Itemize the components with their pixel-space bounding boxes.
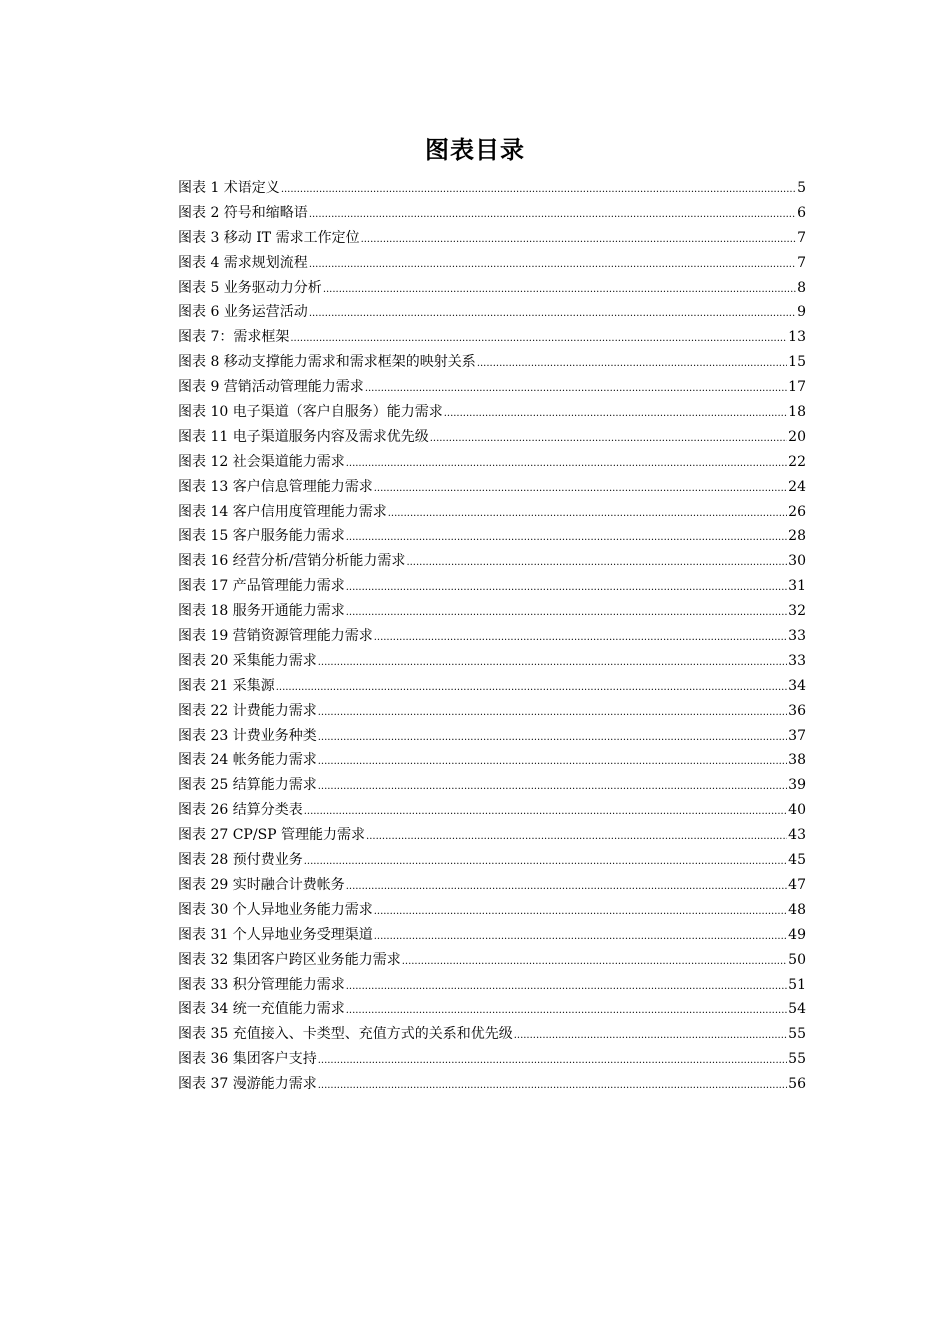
toc-page-number: 6 — [797, 204, 806, 221]
toc-page-number: 5 — [797, 180, 806, 196]
toc-entry[interactable] — [178, 873, 806, 898]
toc-entry[interactable] — [178, 500, 806, 525]
toc-entry[interactable] — [178, 1022, 806, 1047]
toc-dot-leader — [514, 1024, 787, 1049]
toc-entry[interactable] — [178, 649, 806, 674]
toc-page-number: 33 — [788, 652, 806, 669]
toc-page-number: 9 — [797, 304, 806, 321]
toc-dot-leader — [361, 228, 797, 253]
toc-dot-leader — [346, 601, 787, 626]
toc-entry[interactable] — [178, 375, 806, 400]
toc-dot-leader — [430, 427, 787, 452]
toc-entry[interactable] — [178, 300, 806, 325]
toc-entry[interactable] — [178, 724, 806, 749]
toc-entry-label: 图表 9 营销活动管理能力需求 — [178, 379, 364, 396]
toc-entry[interactable] — [178, 475, 806, 500]
toc-entry[interactable] — [178, 773, 806, 798]
toc-page-number: 56 — [788, 1076, 806, 1093]
toc-dot-leader — [318, 701, 787, 726]
toc-page-number: 30 — [788, 553, 806, 570]
page-title: 图表目录 — [425, 136, 525, 164]
toc-entry[interactable] — [178, 973, 806, 998]
toc-entry-label: 图表 37 漫游能力需求 — [178, 1076, 317, 1093]
toc-page-number: 45 — [788, 852, 806, 869]
toc-page-number: 13 — [788, 329, 806, 346]
toc-entry-label: 图表 24 帐务能力需求 — [178, 752, 317, 769]
toc-page-number: 28 — [788, 528, 806, 545]
toc-entry[interactable] — [178, 923, 806, 948]
toc-entry[interactable] — [178, 624, 806, 649]
toc-dot-leader — [304, 850, 787, 875]
toc-entry[interactable] — [178, 798, 806, 823]
toc-page-number: 55 — [788, 1051, 806, 1068]
toc-entry[interactable] — [178, 276, 806, 301]
toc-entry[interactable] — [178, 748, 806, 773]
toc-entry[interactable] — [178, 325, 806, 350]
toc-dot-leader — [318, 1074, 787, 1099]
toc-entry[interactable] — [178, 1047, 806, 1072]
toc-page-number: 50 — [788, 951, 806, 968]
toc-entry[interactable] — [178, 425, 806, 450]
toc-entry[interactable] — [178, 599, 806, 624]
toc-entry-label: 图表 12 社会渠道能力需求 — [178, 453, 345, 470]
toc-entry-label: 图表 27 CP/SP 管理能力需求 — [178, 827, 366, 844]
toc-page-number: 51 — [788, 976, 806, 993]
toc-page-number: 24 — [788, 478, 806, 495]
toc-dot-leader — [318, 726, 787, 751]
toc-entry[interactable] — [178, 848, 806, 873]
toc-page-number: 39 — [788, 777, 806, 794]
toc-page-number: 17 — [788, 379, 806, 396]
toc-dot-leader — [366, 825, 787, 850]
toc-entry-label: 图表 28 预付费业务 — [178, 852, 303, 869]
toc-dot-leader — [406, 551, 787, 576]
toc-dot-leader — [309, 253, 796, 278]
toc-dot-leader — [444, 402, 787, 427]
toc-entry-label: 图表 35 充值接入、卡类型、充值方式的关系和优先级 — [178, 1026, 513, 1043]
toc-page-number: 37 — [788, 727, 806, 744]
toc-dot-leader — [346, 999, 787, 1024]
toc-entry-label: 图表 36 集团客户支持 — [178, 1051, 317, 1068]
toc-entry-label: 图表 4 需求规划流程 — [178, 254, 308, 271]
toc-dot-leader — [309, 203, 796, 228]
toc-entry-label: 图表 23 计费业务种类 — [178, 727, 317, 744]
toc-entry[interactable] — [178, 176, 806, 201]
toc-dot-leader — [281, 178, 796, 203]
toc-page-number: 31 — [788, 578, 806, 595]
toc-dot-leader — [304, 800, 787, 825]
toc-entry-label: 图表 30 个人异地业务能力需求 — [178, 901, 373, 918]
toc-entry[interactable] — [178, 251, 806, 276]
toc-page-number: 47 — [788, 876, 806, 893]
toc-entry[interactable] — [178, 549, 806, 574]
toc-entry-label: 图表 21 采集源 — [178, 677, 275, 694]
toc-page-number: 8 — [797, 279, 806, 296]
toc-dot-leader — [309, 302, 796, 327]
toc-entry-label: 图表 5 业务驱动力分析 — [178, 279, 322, 296]
toc-dot-leader — [374, 925, 787, 950]
toc-dot-leader — [346, 576, 787, 601]
toc-entry-label: 图表 10 电子渠道（客户自服务）能力需求 — [178, 404, 443, 421]
toc-dot-leader — [318, 750, 787, 775]
toc-page-number: 38 — [788, 752, 806, 769]
toc-entry-label: 图表 15 客户服务能力需求 — [178, 528, 345, 545]
toc-dot-leader — [346, 975, 787, 1000]
toc-dot-leader — [318, 1049, 787, 1074]
toc-page-number: 26 — [788, 503, 806, 520]
toc-entry[interactable] — [178, 699, 806, 724]
toc-entry-label: 图表 20 采集能力需求 — [178, 652, 317, 669]
toc-entry-label: 图表 16 经营分析/营销分析能力需求 — [178, 553, 406, 570]
toc-entry-label: 图表 1 术语定义 — [178, 180, 280, 196]
toc-dot-leader — [477, 352, 787, 377]
toc-entry-label: 图表 25 结算能力需求 — [178, 777, 317, 794]
toc-entry[interactable] — [178, 226, 806, 251]
toc-entry-label: 图表 33 积分管理能力需求 — [178, 976, 345, 993]
toc-page-number: 22 — [788, 453, 806, 470]
toc-entry-label: 图表 7：需求框架 — [178, 329, 290, 346]
toc-entry-label: 图表 22 计费能力需求 — [178, 702, 317, 719]
toc-dot-leader — [374, 477, 787, 502]
toc-entry-label: 图表 3 移动 IT 需求工作定位 — [178, 229, 360, 246]
toc-page-number: 36 — [788, 702, 806, 719]
toc-entry[interactable] — [178, 898, 806, 923]
toc-page-number: 54 — [788, 1001, 806, 1018]
toc-dot-leader — [402, 950, 787, 975]
toc-dot-leader — [388, 502, 787, 527]
toc-dot-leader — [318, 651, 787, 676]
toc-entry-label: 图表 32 集团客户跨区业务能力需求 — [178, 951, 401, 968]
toc-dot-leader — [374, 626, 787, 651]
toc-page-number: 34 — [788, 677, 806, 694]
toc-dot-leader — [318, 775, 787, 800]
toc-page-number: 43 — [788, 827, 806, 844]
toc-page-number: 18 — [788, 404, 806, 421]
toc-entry-label: 图表 18 服务开通能力需求 — [178, 603, 345, 620]
toc-entry-label: 图表 13 客户信息管理能力需求 — [178, 478, 373, 495]
toc-page-number: 40 — [788, 802, 806, 819]
toc-dot-leader — [346, 452, 787, 477]
toc-entry-label: 图表 14 客户信用度管理能力需求 — [178, 503, 387, 520]
toc-dot-leader — [323, 278, 796, 303]
toc-dot-leader — [374, 900, 787, 925]
toc-entry[interactable] — [178, 823, 806, 848]
toc-page-number: 20 — [788, 428, 806, 445]
toc-page-number: 15 — [788, 354, 806, 371]
toc-entry-label: 图表 34 统一充值能力需求 — [178, 1001, 345, 1018]
toc-entry[interactable] — [178, 350, 806, 375]
toc-dot-leader — [276, 676, 787, 701]
toc-entry-label: 图表 8 移动支撑能力需求和需求框架的映射关系 — [178, 354, 476, 371]
toc-page-number: 33 — [788, 628, 806, 645]
toc-dot-leader — [290, 327, 787, 352]
toc-list — [178, 176, 806, 1097]
toc-dot-leader — [365, 377, 787, 402]
toc-entry-label: 图表 2 符号和缩略语 — [178, 204, 308, 221]
toc-page-number: 32 — [788, 603, 806, 620]
toc-page-number: 7 — [797, 254, 806, 271]
toc-dot-leader — [346, 526, 787, 551]
toc-entry[interactable] — [178, 574, 806, 599]
toc-entry[interactable] — [178, 524, 806, 549]
toc-entry[interactable] — [178, 400, 806, 425]
toc-entry-label: 图表 26 结算分类表 — [178, 802, 303, 819]
toc-entry[interactable] — [178, 1072, 806, 1097]
toc-entry-label: 图表 31 个人异地业务受理渠道 — [178, 926, 373, 943]
toc-entry[interactable] — [178, 201, 806, 226]
toc-page-number: 7 — [797, 229, 806, 246]
toc-entry[interactable] — [178, 450, 806, 475]
toc-page-number: 49 — [788, 926, 806, 943]
toc-entry-label: 图表 19 营销资源管理能力需求 — [178, 628, 373, 645]
toc-entry-label: 图表 29 实时融合计费帐务 — [178, 876, 345, 893]
toc-page-number: 55 — [788, 1026, 806, 1043]
toc-entry-label: 图表 6 业务运营活动 — [178, 304, 308, 321]
toc-page-number: 48 — [788, 901, 806, 918]
toc-entry-label: 图表 11 电子渠道服务内容及需求优先级 — [178, 428, 429, 445]
toc-entry[interactable] — [178, 997, 806, 1022]
toc-dot-leader — [346, 875, 787, 900]
toc-entry[interactable] — [178, 948, 806, 973]
toc-entry-label: 图表 17 产品管理能力需求 — [178, 578, 345, 595]
toc-entry[interactable] — [178, 674, 806, 699]
